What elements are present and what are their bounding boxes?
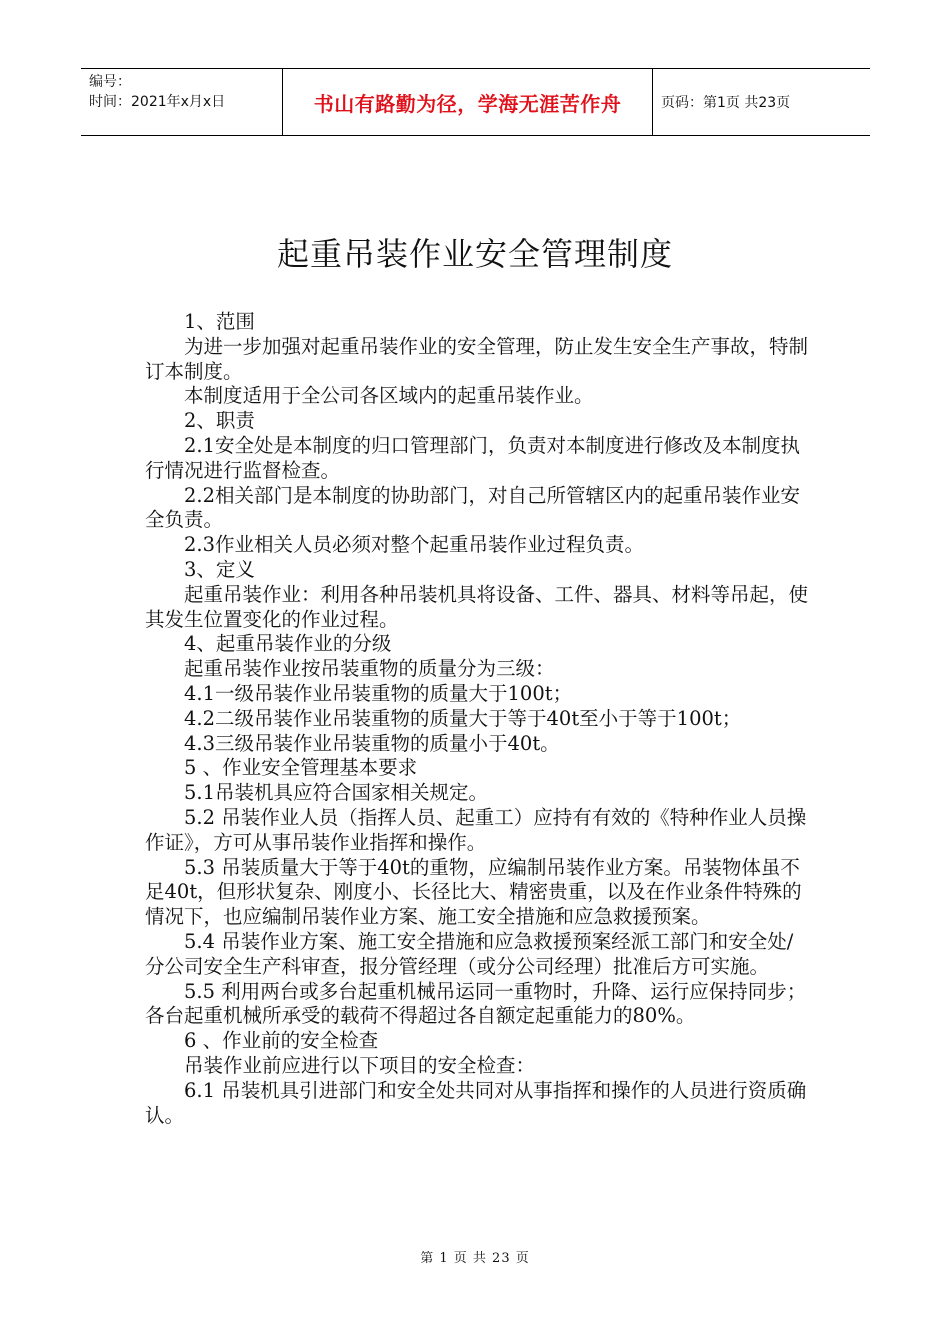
paragraph: 本制度适用于全公司各区域内的起重吊装作业。 [184,384,594,408]
header-table [81,68,870,136]
document-title: 起重吊装作业安全管理制度 [276,235,673,274]
paragraph: 4.3三级吊装作业吊装重物的质量小于40t。 [184,731,560,755]
paragraph: 2.2相关部门是本制度的协助部门，对自己所管辖区内的起重吊装作业安全负责。 [145,483,801,532]
paragraph: 起重吊装作业按吊装重物的质量分为三级： [184,657,555,681]
paragraph: 吊装作业前应进行以下项目的安全检查： [184,1053,536,1077]
paragraph: 起重吊装作业：利用各种吊装机具将设备、工件、器具、材料等吊起，使其发生位置变化的作业过程。 [145,582,809,631]
paragraph: 2、职责 [184,409,255,433]
paragraph: 4、起重吊装作业的分级 [184,632,392,656]
paragraph: 6 、作业前的安全检查 [184,1029,379,1053]
paragraph: 2.3作业相关人员必须对整个起重吊装作业过程负责。 [184,533,645,557]
time-label: 时间：2021年x月x日 [89,94,226,110]
number-label: 编号： [89,74,131,90]
paragraph: 3、定义 [184,557,255,581]
paragraph: 为进一步加强对起重吊装作业的安全管理，防止发生安全生产事故，特制订本制度。 [145,334,809,383]
paragraph: 5 、作业安全管理基本要求 [184,756,418,780]
paragraph: 5.4 吊装作业方案、施工安全措施和应急救援预案经派工部门和安全处/分公司安全生产科审查，报分管经理（或分公司经理）批准后方可实施。 [145,929,794,978]
header-meta [81,69,282,135]
paragraph: 4.1一级吊装作业吊装重物的质量大于100t； [184,681,573,705]
motto-text: 书山有路勤为径，学海无涯苦作舟 [313,91,622,116]
page-footer: 第 1 页 共 23 页 [420,1251,530,1266]
page-info-text: 页码：第1页 共23页 [661,95,791,111]
header-page-info [653,69,870,135]
paragraph: 5.5 利用两台或多台起重机械吊运同一重物时，升降、运行应保持同步；各台起重机械所承受的载荷不得超过各自额定起重能力的80%。 [145,979,807,1028]
paragraph: 6.1 吊装机具引进部门和安全处共同对从事指挥和操作的人员进行资质确认。 [145,1078,807,1127]
paragraph: 5.1吊装机具应符合国家相关规定。 [184,781,489,805]
document-body [145,310,810,1128]
header-motto-cell [282,69,653,135]
paragraph: 4.2二级吊装作业吊装重物的质量大于等于40t至小于等于100t； [184,706,742,730]
paragraph: 5.2 吊装作业人员（指挥人员、起重工）应持有有效的《特种作业人员操作证》，方可从事吊装作业指挥和操作。 [145,805,807,854]
paragraph: 5.3 吊装质量大于等于40t的重物，应编制吊装作业方案。吊装物体虽不足40t，但形状复杂、刚度小、长径比大、精密贵重，以及在作业条件特殊的情况下，也应编制吊装作业方案、施工安全措施和应急救援预案。 [145,855,802,929]
paragraph: 2.1安全处是本制度的归口管理部门，负责对本制度进行修改及本制度执行情况进行监督检查。 [145,433,801,482]
paragraph: 1、范围 [184,310,255,333]
